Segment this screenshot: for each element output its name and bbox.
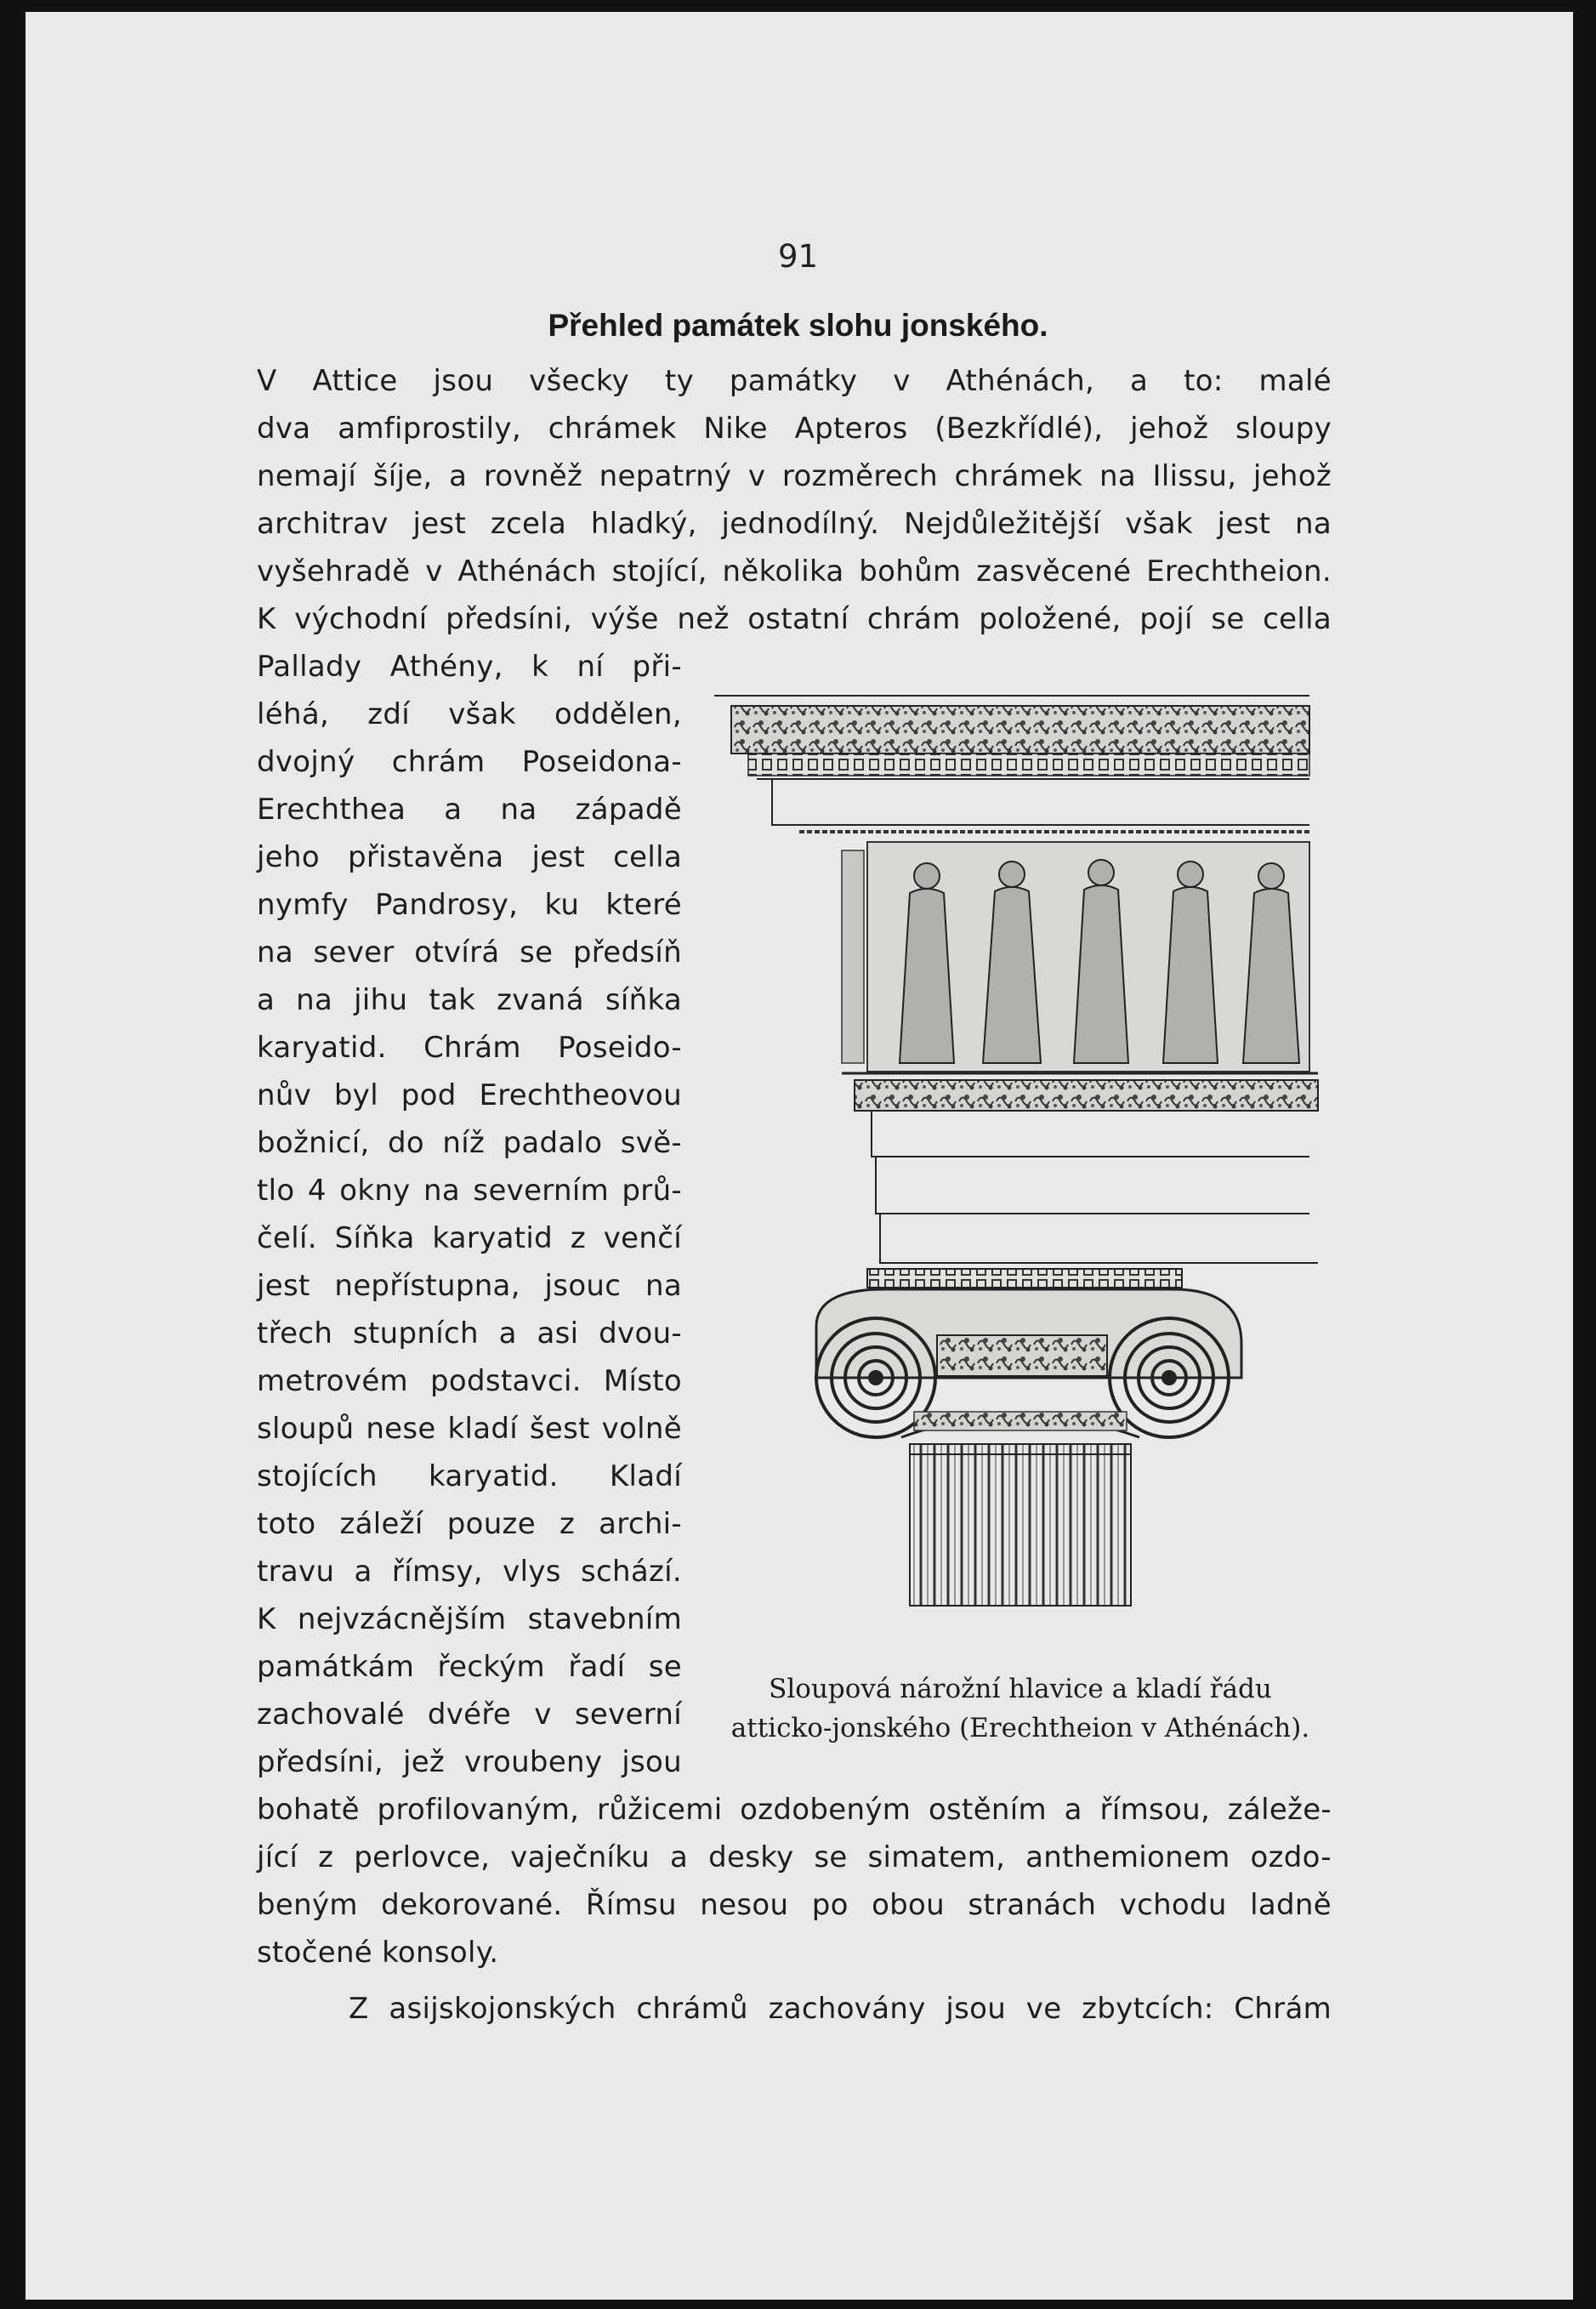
narrow-line: Pallady Athény, k ní při- [257, 650, 682, 684]
paragraph-line: architrav jest zcela hladký, jednodílný. Nejdůležitější však jest na [257, 507, 1332, 541]
paragraph-line: vyšehradě v Athénách stojící, několika bohům zasvěcené Erechtheion. [257, 555, 1332, 589]
architrave-fascia-3 [880, 1214, 1318, 1263]
paragraph-line: V Attice jsou všecky ty památky v Athénách, a to: malé [257, 364, 1332, 398]
narrow-line: památkám řeckým řadí se [257, 1650, 682, 1684]
narrow-line: toto záleží pouze z archi- [257, 1507, 682, 1541]
narrow-line: metrovém podstavci. Místo [257, 1364, 682, 1398]
frieze-step [772, 779, 1309, 825]
capital-abacus [867, 1269, 1182, 1288]
narrow-line: léhá, zdí však oddělen, [257, 697, 682, 731]
narrow-line: předsíni, jež vroubeny jsou [257, 1745, 682, 1779]
narrow-line: na sever otvírá se předsíň [257, 936, 682, 970]
paragraph-line: stočené konsoly. [257, 1936, 499, 1970]
narrow-line: nymfy Pandrosy, ku které [257, 888, 682, 922]
dentil-band [748, 754, 1309, 776]
paragraph-line: nemají šíje, a rovněž nepatrný v rozměrech chrámek na Ilissu, jehož [257, 459, 1332, 493]
paragraph-line: dva amfiprostily, chrámek Nike Apteros (Bezkřídlé), jehož sloupy [257, 412, 1332, 446]
architrave-ornament-band [855, 1080, 1318, 1111]
paragraph-line: K východní předsíni, výše než ostatní chrám položené, pojí se cella [257, 602, 1332, 636]
narrow-line: dvojný chrám Poseidona- [257, 745, 682, 779]
narrow-line: tlo 4 okny na severním prů- [257, 1174, 682, 1208]
narrow-line: a na jihu tak zvaná síňka [257, 983, 682, 1017]
narrow-line: stojících karyatid. Kladí [257, 1459, 682, 1493]
narrow-line: K nejvzácnějším stavebním [257, 1602, 682, 1636]
paragraph-line: Z asijskojonských chrámů zachovány jsou ve zbytcích: Chrám [349, 1992, 1332, 2026]
figure-caption-line: atticko-jonského (Erechtheion v Athénách). [730, 1713, 1310, 1743]
architrave-fascia-1 [872, 1111, 1309, 1157]
narrow-line: božnicí, do níž padalo svě- [257, 1126, 682, 1160]
narrow-line: nův byl pod Erechtheovou [257, 1078, 682, 1112]
architrave-fascia-2 [876, 1157, 1309, 1214]
page-number: 91 [777, 238, 819, 275]
paragraph-line: jící z perlovce, vaječníku a desky se simatem, anthemionem ozdo- [257, 1840, 1332, 1874]
narrow-line: jest nepřístupna, jsouc na [257, 1269, 682, 1303]
figure-caption-line: Sloupová nárožní hlavice a kladí řádu [769, 1674, 1272, 1704]
cornice-ornament-band [731, 706, 1309, 754]
narrow-line: čelí. Síňka karyatid z venčí [257, 1221, 682, 1255]
narrow-line: třech stupních a asi dvou- [257, 1317, 682, 1351]
narrow-line: jeho přistavěna jest cella [257, 840, 682, 874]
fluted-column-shaft [910, 1444, 1131, 1606]
paragraph-line: bohatě profilovaným, růžicemi ozdobeným ostěním a římsou, záleže- [257, 1793, 1332, 1827]
narrow-line: karyatid. Chrám Poseido- [257, 1031, 682, 1065]
narrow-line: zachovalé dvéře v severní [257, 1698, 682, 1732]
paragraph-line: beným dekorované. Římsu nesou po obou stranách vchodu ladně [257, 1888, 1332, 1922]
egg-and-dart-band [937, 1335, 1107, 1376]
narrow-line: sloupů nese kladí šest volně [257, 1412, 682, 1446]
ionic-capital-illustration [714, 680, 1326, 1667]
anthemion-band [914, 1412, 1127, 1430]
narrow-line: Erechthea a na západě [257, 793, 682, 827]
section-heading: Přehled památek slohu jonského. [548, 308, 1048, 343]
narrow-line: travu a římsy, vlys schází. [257, 1555, 682, 1589]
frieze-edge-figure [842, 850, 864, 1063]
